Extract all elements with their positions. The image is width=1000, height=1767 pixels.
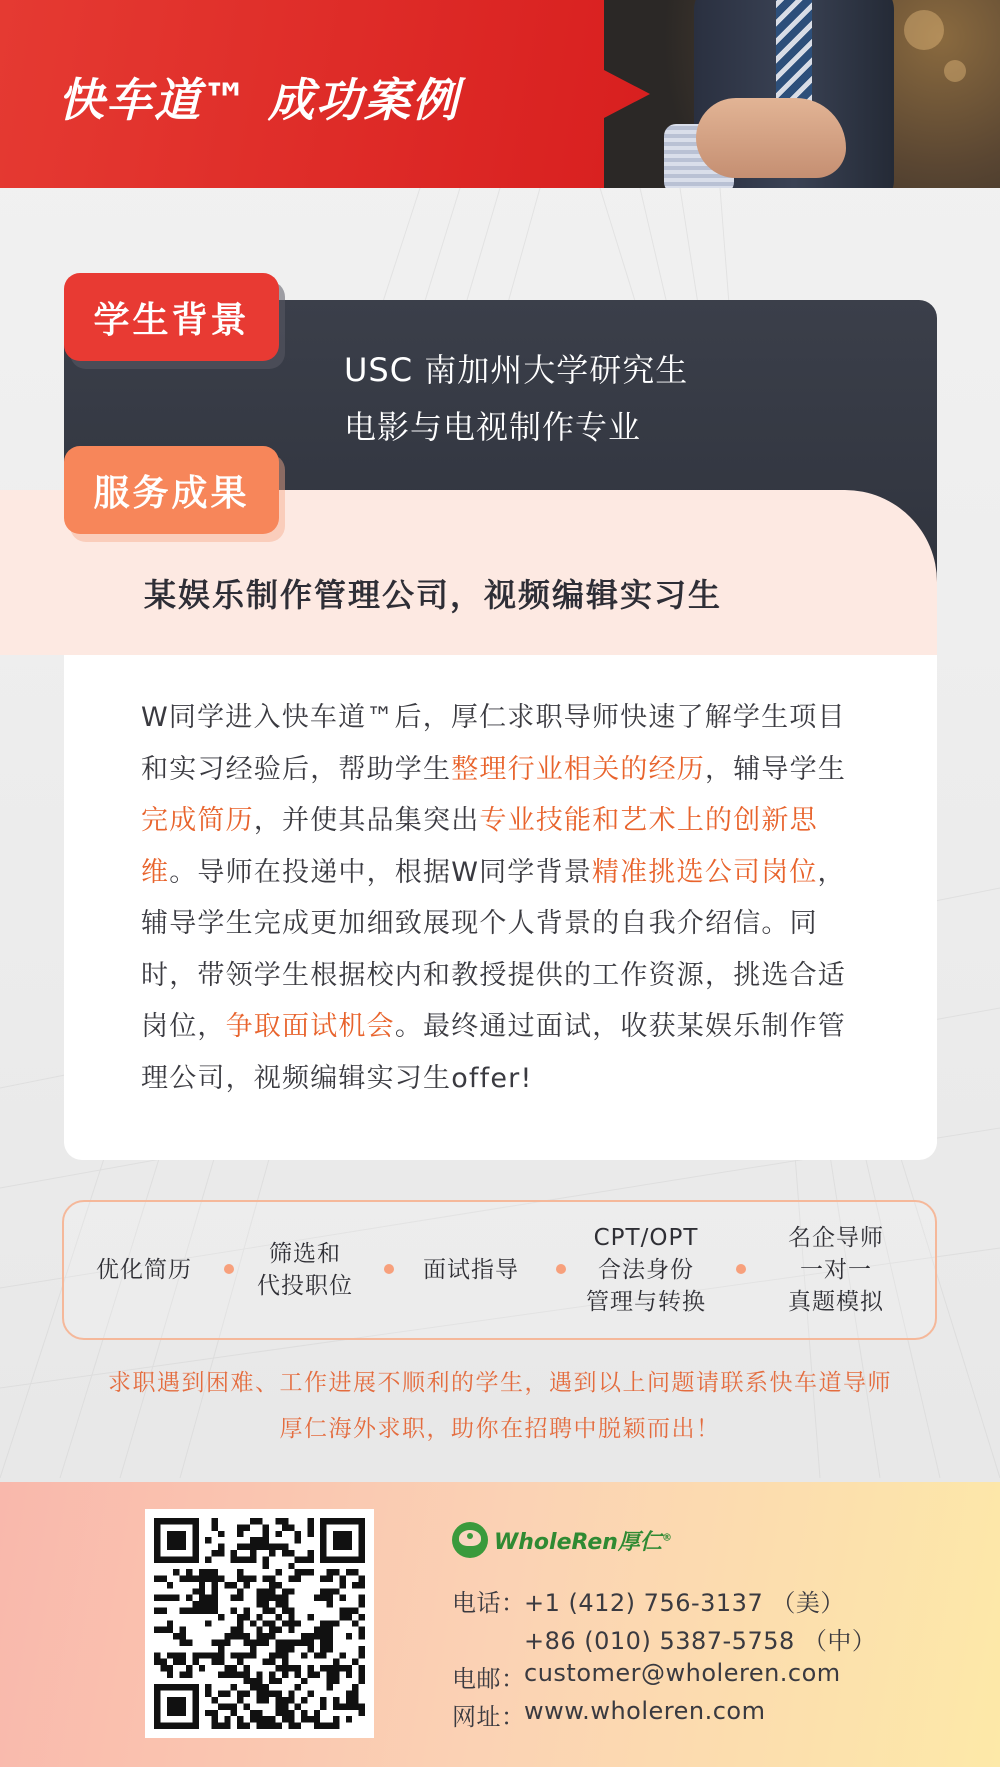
leaf-logo-icon — [452, 1522, 488, 1558]
story-segment: ，并使其品集突出 — [253, 805, 480, 836]
service-line: 合法身份 — [598, 1257, 694, 1283]
service-item — [224, 1202, 386, 1338]
service-item — [64, 1202, 224, 1338]
service-item — [386, 1202, 556, 1338]
service-item — [736, 1202, 936, 1338]
story-segment: ，辅导学生完成更加细致展现个人背景的自我介绍信。同时，带领学生根据校内和教授提供的工作资源，挑选合适岗位， — [141, 856, 846, 1042]
qr-code-graphic — [154, 1518, 365, 1729]
phone-cn[interactable]: +86 (010) 5387-5758 （中） — [524, 1627, 877, 1655]
pointing-hand-shape — [696, 98, 846, 178]
website-label: 网址： — [452, 1703, 526, 1731]
service-item — [556, 1202, 736, 1338]
service-line: CPT/OPT — [593, 1225, 699, 1251]
story-segment: 。最终通过面试，收获某娱乐制作管理公司，视频编辑实习生offer! — [141, 1011, 847, 1094]
service-line: 面试指导 — [423, 1257, 519, 1283]
header-photo — [604, 0, 1000, 188]
header-banner — [0, 0, 1000, 188]
phone-us[interactable]: +1 (412) 756-3137 （美） — [524, 1589, 845, 1617]
logo-wordmark: WholeRen厚仁 — [494, 1529, 662, 1555]
page-title: 快车道™ 成功案例 — [58, 73, 461, 127]
bokeh-light — [904, 10, 944, 50]
website-link[interactable]: www.wholeren.com — [524, 1697, 766, 1725]
service-line: 名企导师 — [788, 1225, 884, 1251]
email-link[interactable]: customer@wholeren.com — [524, 1659, 841, 1687]
story-text — [141, 692, 863, 1104]
phone-label: 电话： — [452, 1589, 526, 1617]
result-tag: 服务成果 — [64, 446, 279, 534]
story-highlight: 争取面试机会 — [225, 1011, 395, 1042]
service-line: 代投职位 — [257, 1273, 353, 1299]
background-school: USC 南加州大学研究生 — [344, 351, 689, 389]
story-highlight: 专业技能和艺术上的创新思维 — [141, 805, 818, 888]
registered-mark: ® — [661, 1532, 672, 1544]
result-text: 某娱乐制作管理公司，视频编辑实习生 — [144, 576, 723, 614]
email-label: 电邮： — [452, 1665, 526, 1693]
wholeren-logo — [452, 1522, 672, 1558]
story-segment: 。导师在投递中，根据W同学背景 — [169, 856, 592, 888]
story-highlight: 整理行业相关的经历 — [451, 753, 706, 785]
story-highlight: 完成简历 — [141, 805, 254, 836]
story-segment: W同学进入快车道™后，厚仁求职导师快速了解学生项目和实习经验后，帮助学生 — [141, 702, 846, 785]
service-line: 管理与转换 — [586, 1289, 706, 1315]
service-line: 筛选和 — [269, 1241, 341, 1267]
cta-line-1: 求职遇到困难、工作进展不顺利的学生，遇到以上问题请联系快车道导师 — [108, 1370, 892, 1396]
service-line: 优化简历 — [96, 1257, 192, 1283]
background-major: 电影与电视制作专业 — [344, 408, 642, 446]
bokeh-light — [944, 60, 966, 82]
service-line: 一对一 — [800, 1257, 872, 1283]
story-segment: ，辅导学生 — [705, 753, 847, 785]
services-box — [62, 1200, 937, 1340]
qr-code-icon[interactable] — [145, 1509, 374, 1738]
service-line: 真题模拟 — [788, 1289, 884, 1315]
cta-line-2: 厚仁海外求职，助你在招聘中脱颖而出！ — [279, 1416, 721, 1442]
story-highlight: 精准挑选公司岗位 — [591, 856, 818, 888]
background-tag: 学生背景 — [64, 273, 279, 361]
logo-text — [494, 1525, 672, 1556]
